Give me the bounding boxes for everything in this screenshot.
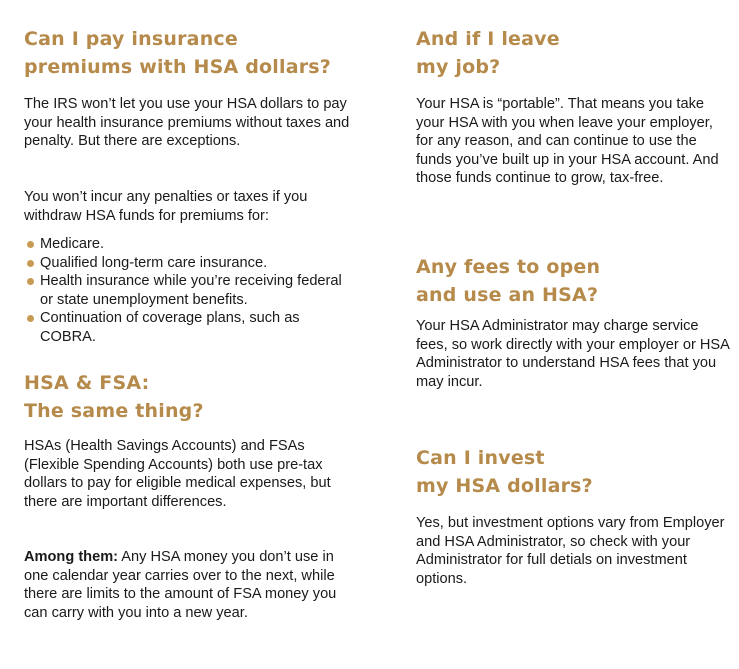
heading-line: Any fees to open: [416, 256, 601, 278]
heading-line: Can I pay insurance: [24, 28, 238, 50]
section-insurance-premiums: [24, 25, 354, 81]
heading-line: The same thing?: [24, 400, 204, 422]
section-heading: [24, 369, 354, 425]
section-heading: [416, 444, 732, 500]
bullet-icon: [27, 278, 34, 285]
list-item: Qualified long-term care insurance.: [24, 254, 354, 273]
heading-line: and use an HSA?: [416, 284, 599, 306]
bullet-icon: [27, 260, 34, 267]
section-fees: [416, 253, 732, 309]
heading-line: And if I leave: [416, 28, 560, 50]
section-invest: [416, 444, 732, 500]
section-leave-job: [416, 25, 732, 81]
list-item: Medicare.: [24, 235, 354, 254]
heading-line: premiums with HSA dollars?: [24, 56, 332, 78]
body-paragraph: Among them: Any HSA money you don’t use in one calendar year carries over to the next, while there are limits to the amount of FSA money you can carry with you into a new year.: [24, 549, 337, 621]
list-item: Continuation of coverage plans, such as COBRA.: [24, 309, 354, 346]
section-heading: [416, 25, 732, 81]
section-heading: [416, 253, 732, 309]
heading-line: HSA & FSA:: [24, 372, 150, 394]
body-paragraph: The IRS won’t let you use your HSA dollars to pay your health insurance premiums without taxes and penalty. But there are exceptions.: [24, 96, 350, 149]
section-heading: [24, 25, 354, 81]
bullet-icon: [27, 241, 34, 248]
body-paragraph: Your HSA Administrator may charge service fees, so work directly with your employer or HSA Administrator to understand HSA fees that you may incur.: [416, 318, 730, 390]
list-item: Health insurance while you’re receiving federal or state unemployment benefits.: [24, 272, 354, 309]
section-hsa-fsa: [24, 369, 354, 425]
heading-line: my HSA dollars?: [416, 475, 593, 497]
emphasis-label: Among them:: [24, 549, 119, 565]
body-paragraph: HSAs (Health Savings Accounts) and FSAs (Flexible Spending Accounts) both use pre-tax dollars to pay for eligible medical expenses, but there are important differences.: [24, 438, 331, 510]
body-paragraph: You won’t incur any penalties or taxes if you withdraw HSA funds for premiums for:: [24, 189, 308, 224]
heading-line: my job?: [416, 56, 501, 78]
body-paragraph: Your HSA is “portable”. That means you take your HSA with you when leave your employer, for any reason, and can continue to use the funds you’ve built up in your HSA account. And those funds continue to grow, tax-free.: [416, 96, 719, 186]
body-paragraph: Yes, but investment options vary from Employer and HSA Administrator, so check with your Administrator for full detials on investment options.: [416, 515, 725, 587]
exceptions-list: [24, 235, 354, 346]
bullet-icon: [27, 315, 34, 322]
heading-line: Can I invest: [416, 447, 545, 469]
